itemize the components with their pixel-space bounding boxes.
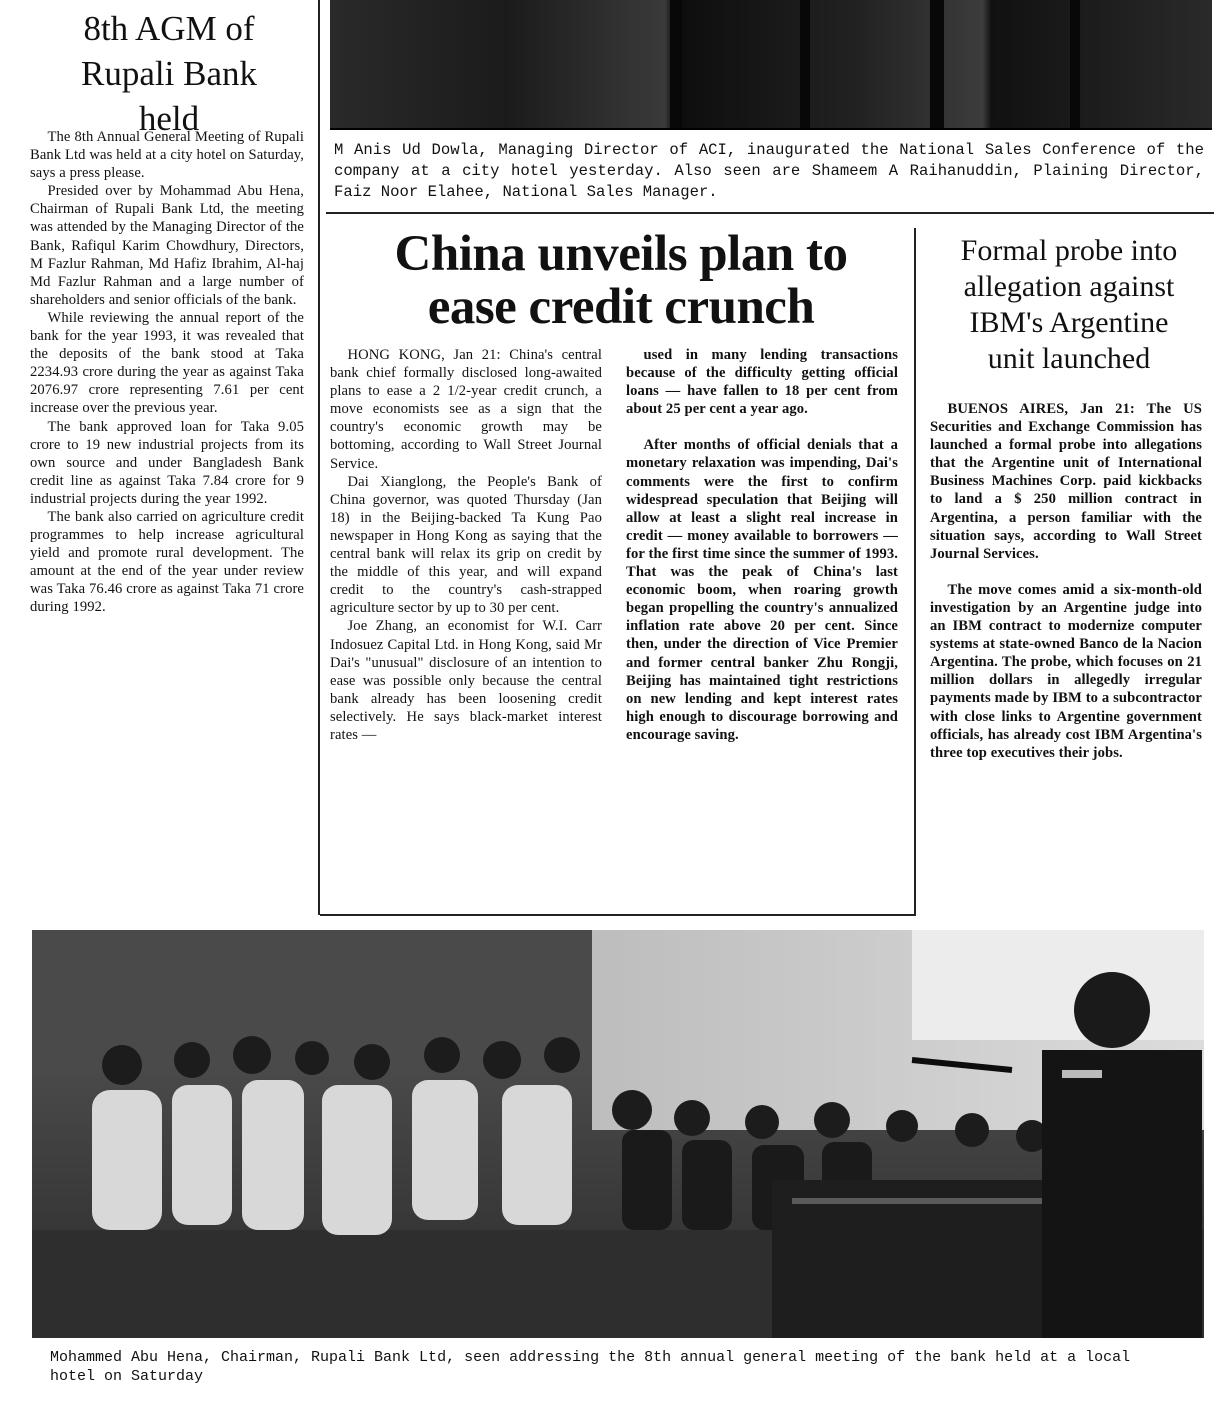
headline-line: Formal probe into — [960, 234, 1178, 267]
ibm-probe-headline — [924, 233, 1214, 377]
china-article-column-1 — [330, 346, 602, 744]
rupali-agm-body — [30, 128, 304, 617]
paragraph: After months of official denials that a monetary relaxation was impending, Dai's comments were the first to confirm widespread speculation that Beijing will allow at least a slight real increase in credit — money available to borrowers — for the first time since the summer of 1993. That was the peak of China's last economic boom, when roaring growth began propelling the country's annualized inflation rate above 20 per cent. Since then, under the direction of Vice Premier and former central banker Zhu Rongji, Beijing has maintained tight restrictions on new lending and kept interest rates high enough to discourage borrowing and encourage saving. — [626, 437, 898, 743]
china-article-column-2 — [626, 346, 898, 744]
rupali-agm-headline — [30, 6, 308, 141]
headline-line: IBM's Argentine — [969, 306, 1169, 339]
paragraph: The move comes amid a six-month-old investigation by an Argentine judge into an IBM contract to modernize computer systems at state-owned Banco de la Nacion Argentina. The probe, which focuses on 21 million dollars in allegedly irregular payments made by IBM to a subcontractor with close links to Argentine government officials, has already cost IBM Argentina's three top executives their jobs. — [930, 581, 1202, 761]
rupali-agm-photo — [32, 930, 1204, 1338]
paragraph: The 8th Annual General Meeting of Rupali Bank Ltd was held at a city hotel on Saturday, says a press please. — [30, 129, 304, 182]
headline-line: ease credit crunch — [427, 279, 815, 335]
headline-line: Rupali Bank — [81, 54, 257, 93]
agm-photo-caption: Mohammed Abu Hena, Chairman, Rupali Bank Ltd, seen addressing the 8th annual general meeting of the bank held at a local hotel on Saturday — [50, 1349, 1131, 1385]
headline-line: 8th AGM of — [83, 9, 255, 48]
headline-line: unit launched — [987, 342, 1151, 375]
china-credit-headline — [326, 228, 916, 334]
column-rule-left — [318, 0, 320, 915]
rule-under-articles — [320, 914, 916, 916]
ibm-probe-body — [930, 400, 1202, 762]
aci-conference-photo — [330, 0, 1212, 130]
paragraph: used in many lending transactions because of the difficulty getting official loans — have fallen to 18 per cent from about 25 per cent a year ago. — [626, 347, 898, 418]
headline-line: China unveils plan to — [394, 226, 848, 282]
paragraph: The bank approved loan for Taka 9.05 crore to 19 new industrial projects from its own source and under Bangladesh Bank credit line as against Taka 7.84 crore for 9 industrial projects during the year 1992. — [30, 418, 304, 507]
paragraph: Presided over by Mohammad Abu Hena, Chairman of Rupali Bank Ltd, the meeting was attended by the Managing Director of the Bank, Rafiqul Karim Chowdhury, Directors, M Fazlur Rahman, Md Hafiz Ibrahim, Al-haj Md Fazlur Rahman and a large number of shareholders and senior officials of the bank. — [30, 183, 304, 308]
paragraph: HONG KONG, Jan 21: China's central bank chief formally disclosed long-awaited plans to ease a 2 1/2-year credit crunch, a move economists see as a sign that the country's economic growth may be bottoming, according to Wall Street Journal Service. — [330, 347, 602, 472]
paragraph: Joe Zhang, an economist for W.I. Carr Indosuez Capital Ltd. in Hong Kong, said Mr Dai's "unusual" disclosure of an intention to ease was possible only because the central bank already has been loosening credit selectively. He says black-market interest rates — — [330, 618, 602, 743]
paragraph: Dai Xianglong, the People's Bank of China governor, was quoted Thursday (Jan 18) in the Beijing-backed Ta Kung Pao newspaper in Hong Kong as saying that the central bank will relax its grip on credit by the middle of this year, and will expand credit to the country's cash-strapped agriculture sector by up to 30 per cent. — [330, 473, 602, 617]
agm-photo-image — [32, 930, 1204, 1338]
rule-under-top-caption — [326, 212, 1214, 214]
paragraph: BUENOS AIRES, Jan 21: The US Securities and Exchange Commission has launched a formal probe into allegations that the Argentine unit of International Business Machines Corp. paid kickbacks to land a $ 250 million contract in Argentina, a person familiar with the situation says, according to Wall Street Journal Services. — [930, 401, 1202, 562]
headline-line: held — [138, 99, 200, 138]
aci-photo-caption: M Anis Ud Dowla, Managing Director of ACI, inaugurated the National Sales Conference of the company at a city hotel yesterday. Also seen are Shameem A Raihanuddin, Plaining Director, Faiz Noor Elahee, National Sales Manager. — [334, 141, 1204, 201]
paragraph: The bank also carried on agriculture credit programmes to help increase agricultural yield and promote rural development. The amount at the end of the year under review was Taka 76.46 crore as against Taka 71 crore during 1992. — [30, 508, 304, 616]
headline-line: allegation against — [963, 270, 1175, 303]
paragraph: While reviewing the annual report of the bank for the year 1993, it was revealed that the deposits of the bank stood at Taka 2234.93 crore during the year as against Taka 2076.97 crore representing 7.61 per cent increase over the previous year. — [30, 309, 304, 417]
